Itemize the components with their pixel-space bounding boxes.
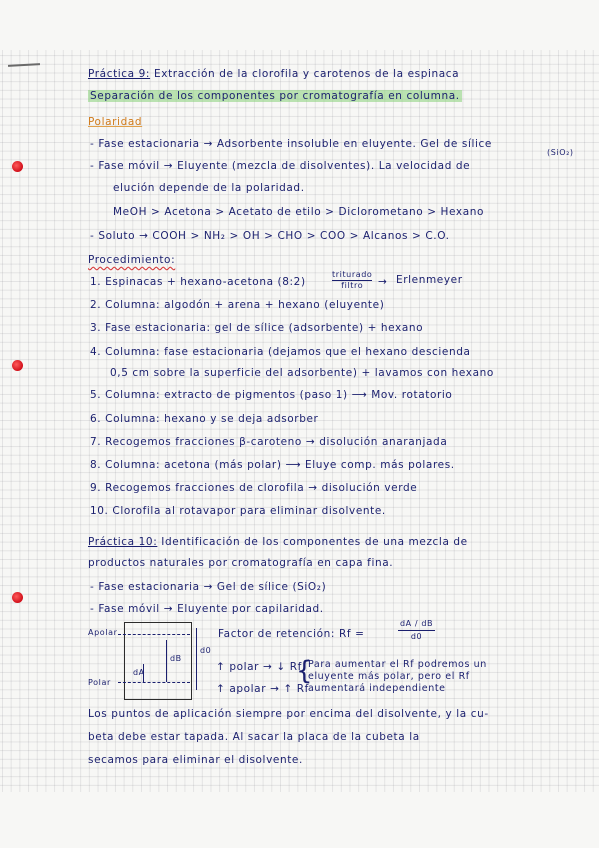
- polar-rf-line: ↑ polar → ↓ Rf: [216, 661, 302, 673]
- binder-hole-icon: [12, 360, 23, 371]
- practica-10-title-text: Identificación de los componentes de una mezcla de: [157, 536, 468, 548]
- procedimiento-heading: Procedimiento:: [88, 254, 176, 266]
- elucion-line: elución depende de la polaridad.: [113, 182, 305, 194]
- brace-icon: {: [296, 656, 313, 686]
- step-4: 4. Columna: fase estacionaria (dejamos que el hexano descienda: [90, 346, 471, 358]
- practica-9-title-text: Extracción de la clorofila y carotenos de la espinaca: [150, 68, 460, 80]
- factor-numerator: dA / dB: [398, 618, 435, 631]
- rf-note-2: eluyente más polar, pero el Rf: [308, 671, 470, 682]
- p10-fase-estacionaria: - Fase estacionaria → Gel de sílice (SiO₂): [90, 581, 327, 593]
- practica-10-subtitle: productos naturales por cromatografía en capa fina.: [88, 557, 394, 569]
- step-8: 8. Columna: acetona (más polar) ⟶ Eluye comp. más polares.: [90, 459, 455, 471]
- step-1-fraction: [332, 270, 372, 291]
- practica-9-label: Práctica 9:: [88, 68, 151, 80]
- label-polar: Polar: [88, 678, 111, 687]
- label-da: dA: [133, 668, 145, 677]
- fase-movil-line: - Fase móvil → Eluyente (mezcla de disolventes). La velocidad de: [90, 160, 471, 172]
- spot-b-distance: [166, 640, 167, 682]
- step-9: 9. Recogemos fracciones de clorofila → disolución verde: [90, 482, 418, 494]
- closing-line-2: beta debe estar tapada. Al sacar la placa de la cubeta la: [88, 731, 420, 743]
- page-top-margin: [0, 0, 599, 50]
- label-d0: d0: [200, 646, 212, 655]
- step-2: 2. Columna: algodón + arena + hexano (eluyente): [90, 299, 385, 311]
- label-apolar: Apolar: [88, 628, 118, 637]
- step-3: 3. Fase estacionaria: gel de sílice (adsorbente) + hexano: [90, 322, 424, 334]
- practica-10-title: [88, 536, 468, 548]
- factor-label: Factor de retención: Rf =: [218, 628, 365, 640]
- step-1-fraction-top: triturado: [332, 270, 373, 279]
- factor-denominator: d0: [410, 632, 423, 641]
- step-6: 6. Columna: hexano y se deja adsorber: [90, 413, 319, 425]
- silice-formula: (SiO₂): [547, 148, 574, 157]
- label-db: dB: [170, 654, 182, 663]
- closing-line-3: secamos para eliminar el disolvente.: [88, 754, 303, 766]
- rf-note-3: aumentará independiente: [308, 683, 446, 694]
- step-4-continued: 0,5 cm sobre la superficie del adsorbente) + lavamos con hexano: [110, 367, 494, 379]
- rf-note-1: Para aumentar el Rf podremos un: [308, 659, 487, 670]
- soluto-line: - Soluto → COOH > NH₂ > OH > CHO > COO > Alcanos > C.O.: [90, 230, 450, 242]
- fase-estacionaria-line: - Fase estacionaria → Adsorbente insoluble en eluyente. Gel de sílice: [90, 138, 492, 150]
- step-1-fraction-bottom: filtro: [341, 281, 364, 290]
- practica-9-subtitle: [88, 90, 462, 102]
- subtitle-highlight: Separación de los componentes por cromatografía en columna.: [90, 90, 460, 102]
- origin-line: [118, 682, 190, 683]
- factor-fraction: [398, 618, 435, 643]
- practica-9-title: [88, 68, 459, 80]
- step-10: 10. Clorofila al rotavapor para eliminar disolvente.: [90, 505, 386, 517]
- binder-hole-icon: [12, 592, 23, 603]
- polaridad-series: MeOH > Acetona > Acetato de etilo > Diclorometano > Hexano: [113, 206, 485, 218]
- step-5: 5. Columna: extracto de pigmentos (paso 1) ⟶ Mov. rotatorio: [90, 389, 453, 401]
- step-1-arrow: →: [378, 276, 388, 288]
- practica-10-label: Práctica 10:: [88, 536, 158, 548]
- apolar-rf-line: ↑ apolar → ↑ Rf: [216, 683, 309, 695]
- page-bottom-margin: [0, 792, 599, 848]
- step-1-result: Erlenmeyer: [396, 274, 463, 286]
- step-1: 1. Espinacas + hexano-acetona (8:2): [90, 276, 306, 288]
- step-7: 7. Recogemos fracciones β-caroteno → disolución anaranjada: [90, 436, 448, 448]
- polaridad-heading: Polaridad: [88, 116, 143, 128]
- binder-hole-icon: [12, 161, 23, 172]
- p10-fase-movil: - Fase móvil → Eluyente por capilaridad.: [90, 603, 324, 615]
- solvent-distance: [196, 628, 197, 690]
- solvent-front-line: [118, 634, 190, 635]
- closing-line-1: Los puntos de aplicación siempre por encima del disolvente, y la cu-: [88, 708, 489, 720]
